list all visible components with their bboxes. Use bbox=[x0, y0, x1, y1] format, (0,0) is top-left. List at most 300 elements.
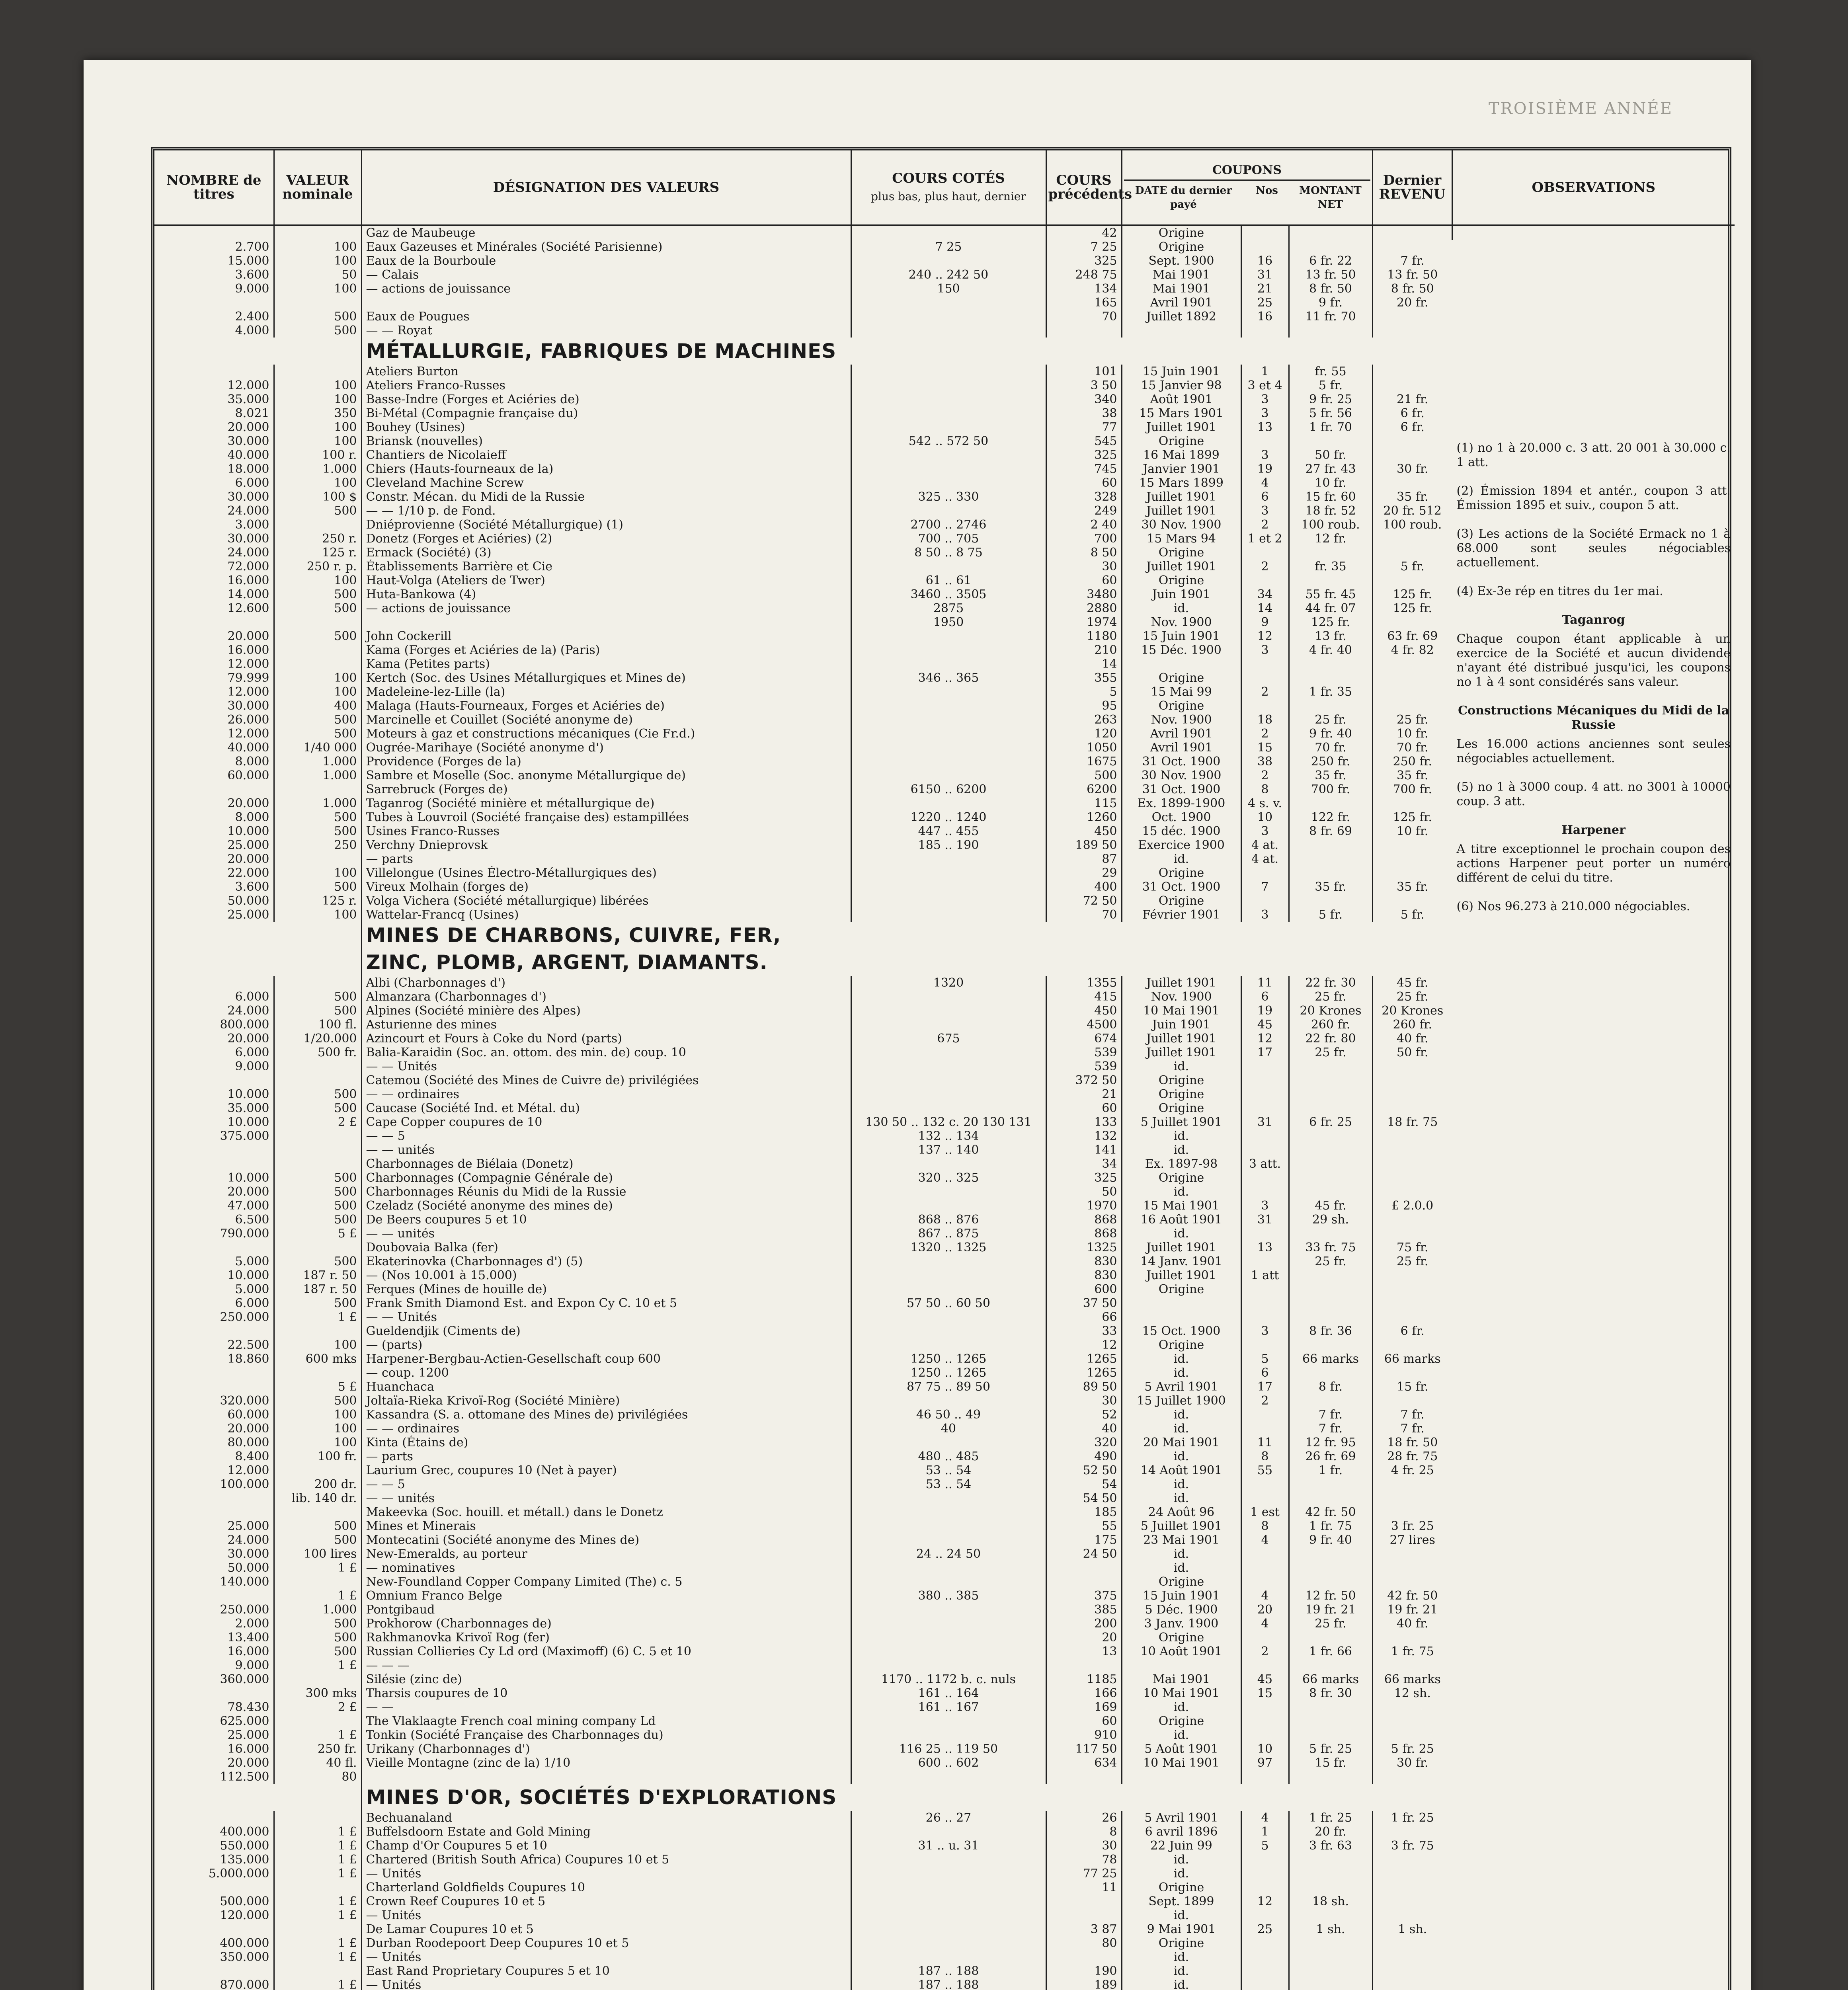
cell-count bbox=[154, 1922, 274, 1936]
observation-text: (4) Ex-3e rép en titres du 1er mai. bbox=[1456, 584, 1663, 598]
cell-cours-precedent bbox=[1046, 1658, 1122, 1672]
cell-designation: Sambre et Moselle (Soc. anonyme Métallurgique de) bbox=[361, 769, 851, 782]
cell-designation: Chartered (British South Africa) Coupures 10 et 5 bbox=[361, 1853, 851, 1867]
cell-coupon-montant: 122 fr. bbox=[1289, 810, 1372, 824]
cell-designation: — parts bbox=[361, 852, 851, 866]
cell-cours-cotes: 130 50 .. 132 c. 20 130 131 bbox=[851, 1115, 1046, 1129]
cell-revenu: 700 fr. bbox=[1393, 782, 1432, 796]
cell-revenu: 18 fr. 50 bbox=[1387, 1436, 1438, 1450]
cell-count: 50.000 bbox=[154, 894, 274, 908]
cell-cours-cotes: 240 .. 242 50 bbox=[851, 268, 1046, 282]
cell-cours-precedent: 830 bbox=[1046, 1254, 1122, 1268]
cell-cours-cotes bbox=[851, 560, 1046, 574]
cell-revenu: 28 fr. 75 bbox=[1387, 1450, 1438, 1463]
cell-revenu: 40 fr. bbox=[1397, 1032, 1428, 1046]
cell-cours-precedent: 12 bbox=[1046, 1338, 1122, 1352]
cell-coupon-no: 12 bbox=[1241, 1032, 1289, 1046]
cell-coupon-no: 8 bbox=[1241, 1519, 1289, 1533]
cell-cours-cotes bbox=[851, 1561, 1046, 1575]
observation-text: A titre exceptionnel le prochain coupon des actions Harpener peut porter un numéro différent de celui du titre. bbox=[1456, 842, 1731, 885]
cell-nominal: 1 £ bbox=[274, 1853, 361, 1867]
cell-revenu bbox=[1372, 615, 1452, 629]
cell-nominal: 350 bbox=[274, 406, 361, 420]
cell-nominal: 100 bbox=[274, 1338, 361, 1352]
cell-coupon-no: 17 bbox=[1241, 1380, 1289, 1394]
cell-coupon-montant bbox=[1289, 699, 1372, 713]
cell-nominal: 500 bbox=[274, 1645, 361, 1658]
cell-nominal: 500 bbox=[274, 880, 361, 894]
cell-coupon-montant bbox=[1289, 1491, 1372, 1505]
cell-designation: Prokhorow (Charbonnages de) bbox=[361, 1617, 851, 1631]
cell-designation: Villelongue (Usines Électro-Métallurgiques des) bbox=[361, 866, 851, 880]
cell-designation: — — Royat bbox=[361, 324, 851, 338]
cell-nominal: 500 bbox=[274, 1087, 361, 1101]
cell-revenu: 5 fr. bbox=[1400, 560, 1425, 574]
cell-revenu bbox=[1372, 1894, 1452, 1908]
cell-cours-precedent: 490 bbox=[1046, 1450, 1122, 1463]
cell-count: 2.700 bbox=[154, 240, 274, 254]
cell-coupon-montant: 7 fr. bbox=[1289, 1422, 1372, 1436]
cell-cours-precedent bbox=[1046, 1894, 1122, 1908]
cell-revenu bbox=[1372, 1658, 1452, 1672]
cell-designation: Kassandra (S. a. ottomane des Mines de) privilégiées bbox=[361, 1408, 851, 1422]
cell-coupon-montant: 7 fr. bbox=[1289, 1408, 1372, 1422]
cell-nominal: 500 bbox=[274, 310, 361, 324]
cell-coupon-no bbox=[1241, 1171, 1289, 1185]
cell-coupon-date: id. bbox=[1122, 1143, 1241, 1157]
cell-coupon-montant: 3 fr. 63 bbox=[1289, 1839, 1372, 1853]
cell-revenu bbox=[1372, 1700, 1452, 1714]
cell-coupon-date: id. bbox=[1122, 1227, 1241, 1241]
cell-coupon-montant bbox=[1289, 1394, 1372, 1408]
cell-nominal: 1 £ bbox=[274, 1658, 361, 1672]
cell-coupon-montant bbox=[1289, 1881, 1372, 1894]
cell-coupon-no bbox=[1241, 1101, 1289, 1115]
cell-cours-precedent: 189 50 bbox=[1046, 838, 1122, 852]
cell-count: 16.000 bbox=[154, 643, 274, 657]
cell-designation: Balia-Karaidin (Soc. an. ottom. des min. de) coup. 10 bbox=[361, 1046, 851, 1059]
cell-cours-precedent: 5 bbox=[1046, 685, 1122, 699]
cell-coupon-montant: 18 sh. bbox=[1289, 1894, 1372, 1908]
cell-count: 5.000.000 bbox=[154, 1867, 274, 1881]
cell-coupon-no bbox=[1241, 1059, 1289, 1073]
cell-cours-precedent: 132 bbox=[1046, 1129, 1122, 1143]
cell-coupon-montant: 4 fr. 40 bbox=[1289, 643, 1372, 657]
cell-coupon-montant bbox=[1289, 671, 1372, 685]
cell-cours-precedent: 910 bbox=[1046, 1728, 1122, 1742]
cell-revenu: 7 fr. bbox=[1400, 254, 1425, 268]
cell-nominal: 100 $ bbox=[274, 490, 361, 504]
cell-cours-cotes: 57 50 .. 60 50 bbox=[851, 1296, 1046, 1310]
header-cours-precedents: COURS précédents bbox=[1046, 150, 1122, 225]
cell-coupon-no: 2 bbox=[1241, 518, 1289, 532]
cell-cours-cotes bbox=[851, 866, 1046, 880]
cell-count: 20.000 bbox=[154, 852, 274, 866]
header-cours-cotes bbox=[851, 150, 1046, 225]
cell-coupon-montant bbox=[1289, 1658, 1372, 1672]
cell-designation: — parts bbox=[361, 1450, 851, 1463]
cell-revenu bbox=[1372, 225, 1452, 240]
cell-designation: Catemou (Société des Mines de Cuivre de) privilégiées bbox=[361, 1073, 851, 1087]
cell-revenu bbox=[1372, 1157, 1452, 1171]
cell-designation: Urikany (Charbonnages d') bbox=[361, 1742, 851, 1756]
cell-coupon-date: Origine bbox=[1122, 699, 1241, 713]
cell-coupon-no: 1 att bbox=[1241, 1268, 1289, 1282]
cell-nominal bbox=[274, 1463, 361, 1477]
cell-revenu: 5 fr. 25 bbox=[1391, 1742, 1434, 1756]
cell-designation: — Unités bbox=[361, 1867, 851, 1881]
cell-coupon-date: 6 avril 1896 bbox=[1122, 1825, 1241, 1839]
cell-coupon-date: 15 Juin 1901 bbox=[1122, 629, 1241, 643]
cell-nominal: 50 bbox=[274, 268, 361, 282]
cell-coupon-date: 3 Janv. 1900 bbox=[1122, 1617, 1241, 1631]
cell-coupon-date: 15 Janvier 98 bbox=[1122, 378, 1241, 392]
cell-revenu bbox=[1372, 1171, 1452, 1185]
cell-coupon-date: 10 Août 1901 bbox=[1122, 1645, 1241, 1658]
cell-coupon-montant bbox=[1289, 1867, 1372, 1881]
cell-coupon-date: id. bbox=[1122, 1547, 1241, 1561]
cell-nominal bbox=[274, 1575, 361, 1589]
cell-cours-cotes: 675 bbox=[851, 1032, 1046, 1046]
cell-designation: Haut-Volga (Ateliers de Twer) bbox=[361, 574, 851, 587]
cell-coupon-no: 3 bbox=[1241, 406, 1289, 420]
cell-cours-cotes bbox=[851, 1867, 1046, 1881]
cell-cours-precedent: 165 bbox=[1046, 296, 1122, 310]
cell-cours-precedent: 2 40 bbox=[1046, 518, 1122, 532]
cell-count: 30.000 bbox=[154, 490, 274, 504]
cell-nominal: 1 £ bbox=[274, 1561, 361, 1575]
cell-revenu: 8 fr. 50 bbox=[1391, 282, 1434, 296]
cell-count: 6.000 bbox=[154, 1296, 274, 1310]
cell-coupon-no bbox=[1241, 1936, 1289, 1950]
cell-cours-cotes bbox=[851, 324, 1046, 338]
cell-designation: Wattelar-Francq (Usines) bbox=[361, 908, 851, 922]
cell-coupon-date: id. bbox=[1122, 1964, 1241, 1978]
cell-revenu: 42 fr. 50 bbox=[1387, 1589, 1438, 1603]
cell-cours-precedent: 54 50 bbox=[1046, 1491, 1122, 1505]
section-title: MINES D'OR, SOCIÉTÉS D'EXPLORATIONS bbox=[366, 1786, 837, 1809]
cell-revenu bbox=[1372, 1101, 1452, 1115]
cell-nominal: 187 r. 50 bbox=[274, 1282, 361, 1296]
cell-coupon-montant bbox=[1289, 1073, 1372, 1087]
cell-cours-cotes bbox=[851, 990, 1046, 1004]
cell-coupon-montant bbox=[1289, 1129, 1372, 1143]
cell-coupon-montant bbox=[1289, 1282, 1372, 1296]
cell-coupon-montant bbox=[1289, 796, 1372, 810]
cell-cours-cotes bbox=[851, 657, 1046, 671]
cell-revenu bbox=[1372, 796, 1452, 810]
cell-coupon-no: 20 bbox=[1241, 1603, 1289, 1617]
cell-coupon-date: Oct. 1900 bbox=[1122, 810, 1241, 824]
cell-designation: — — 1/10 p. de Fond. bbox=[361, 504, 851, 518]
cell-revenu: 27 lires bbox=[1389, 1533, 1435, 1547]
cell-coupon-no: 6 bbox=[1241, 1366, 1289, 1380]
cell-coupon-no bbox=[1241, 1964, 1289, 1978]
cell-count: 550.000 bbox=[154, 1839, 274, 1853]
cell-designation: Taganrog (Société minière et métallurgique de) bbox=[361, 796, 851, 810]
cell-cours-precedent: 375 bbox=[1046, 1589, 1122, 1603]
cell-count bbox=[154, 1964, 274, 1978]
cell-cours-precedent: 42 bbox=[1046, 225, 1122, 240]
cell-cours-cotes: 3460 .. 3505 bbox=[851, 587, 1046, 601]
cell-count: 60.000 bbox=[154, 1408, 274, 1422]
cell-cours-cotes bbox=[851, 1505, 1046, 1519]
cell-designation: Durban Roodepoort Deep Coupures 10 et 5 bbox=[361, 1936, 851, 1950]
cell-cours-cotes bbox=[851, 1157, 1046, 1171]
cell-coupon-no bbox=[1241, 1867, 1289, 1881]
cell-coupon-montant: 9 fr. 40 bbox=[1289, 1533, 1372, 1547]
cell-count: 112.500 bbox=[154, 1770, 274, 1784]
cell-revenu bbox=[1372, 894, 1452, 908]
cell-coupon-no bbox=[1241, 1700, 1289, 1714]
cell-count: 625.000 bbox=[154, 1714, 274, 1728]
cell-coupon-no bbox=[1241, 1881, 1289, 1894]
observation-text: (2) Émission 1894 et antér., coupon 3 att. Émission 1895 et suiv., coupon 5 att. bbox=[1456, 484, 1731, 512]
cell-designation: Eaux Gazeuses et Minérales (Société Parisienne) bbox=[361, 240, 851, 254]
cell-nominal: 500 bbox=[274, 1394, 361, 1408]
cell-designation: — — unités bbox=[361, 1227, 851, 1241]
cell-coupon-montant: 44 fr. 07 bbox=[1289, 601, 1372, 615]
cell-coupon-montant: fr. 55 bbox=[1289, 365, 1372, 378]
cell-coupon-montant bbox=[1289, 1059, 1372, 1073]
cell-designation: Eaux de Pougues bbox=[361, 310, 851, 324]
cell-coupon-date: Juin 1901 bbox=[1122, 587, 1241, 601]
cell-cours-cotes: 40 bbox=[851, 1422, 1046, 1436]
cell-count: 24.000 bbox=[154, 1533, 274, 1547]
cell-revenu: 1 sh. bbox=[1398, 1922, 1427, 1936]
cell-nominal: 100 bbox=[274, 574, 361, 587]
cell-designation: New-Foundland Copper Company Limited (The) c. 5 bbox=[361, 1575, 851, 1589]
cell-coupon-date: id. bbox=[1122, 1700, 1241, 1714]
cell-cours-precedent: 249 bbox=[1046, 504, 1122, 518]
cell-coupon-montant: 8 fr. 50 bbox=[1289, 282, 1372, 296]
cell-cours-cotes bbox=[851, 1059, 1046, 1073]
cell-coupon-date: Mai 1901 bbox=[1122, 268, 1241, 282]
cell-revenu: 15 fr. bbox=[1397, 1380, 1428, 1394]
cell-cours-precedent: 70 bbox=[1046, 908, 1122, 922]
header-coupons-label: COUPONS bbox=[1124, 163, 1370, 181]
cell-count: 6.000 bbox=[154, 990, 274, 1004]
cell-revenu: 1 fr. 25 bbox=[1391, 1811, 1434, 1825]
cell-cours-precedent: 133 bbox=[1046, 1115, 1122, 1129]
cell-count: 135.000 bbox=[154, 1853, 274, 1867]
cell-coupon-montant bbox=[1289, 1908, 1372, 1922]
cell-count: 40.000 bbox=[154, 448, 274, 462]
cell-designation: Charbonnages Réunis du Midi de la Russie bbox=[361, 1185, 851, 1199]
cell-cours-cotes bbox=[851, 713, 1046, 727]
cell-revenu bbox=[1372, 685, 1452, 699]
cell-nominal: 250 r. bbox=[274, 532, 361, 546]
cell-coupon-date: Origine bbox=[1122, 1073, 1241, 1087]
cell-coupon-montant bbox=[1289, 1296, 1372, 1310]
cell-revenu: 25 fr. bbox=[1397, 713, 1428, 727]
cell-coupon-date: id. bbox=[1122, 1408, 1241, 1422]
cell-nominal: 500 bbox=[274, 504, 361, 518]
cell-count: 9.000 bbox=[154, 1658, 274, 1672]
cell-coupon-no: 2 bbox=[1241, 1645, 1289, 1658]
cell-designation: Marcinelle et Couillet (Société anonyme de) bbox=[361, 713, 851, 727]
cell-designation: Mines et Minerais bbox=[361, 1519, 851, 1533]
cell-revenu: 125 fr. bbox=[1393, 587, 1432, 601]
cell-coupon-date: Origine bbox=[1122, 1936, 1241, 1950]
cell-coupon-no: 17 bbox=[1241, 1046, 1289, 1059]
cell-revenu bbox=[1372, 1338, 1452, 1352]
observation-text: (3) Les actions de la Société Ermack no 1 à 68.000 sont seules négociables actuellement. bbox=[1456, 527, 1731, 570]
cell-designation bbox=[361, 1770, 851, 1784]
cell-coupon-no bbox=[1241, 1561, 1289, 1575]
cell-coupon-date: 31 Oct. 1900 bbox=[1122, 782, 1241, 796]
cell-designation: — Unités bbox=[361, 1978, 851, 1990]
cell-coupon-no: 2 bbox=[1241, 1394, 1289, 1408]
cell-coupon-montant: 11 fr. 70 bbox=[1289, 310, 1372, 324]
cell-coupon-date bbox=[1122, 1296, 1241, 1310]
cell-cours-precedent: 385 bbox=[1046, 1603, 1122, 1617]
cell-coupon-date: id. bbox=[1122, 852, 1241, 866]
cell-designation: Cape Copper coupures de 10 bbox=[361, 1115, 851, 1129]
cell-nominal: 100 bbox=[274, 476, 361, 490]
cell-revenu bbox=[1372, 1268, 1452, 1282]
cell-cours-precedent: 340 bbox=[1046, 392, 1122, 406]
cell-nominal: 100 fr. bbox=[274, 1450, 361, 1463]
cell-revenu bbox=[1372, 1575, 1452, 1589]
cell-revenu bbox=[1372, 852, 1452, 866]
cell-coupon-date: 31 Oct. 1900 bbox=[1122, 755, 1241, 769]
cell-count bbox=[154, 1881, 274, 1894]
cell-coupon-montant: 35 fr. bbox=[1289, 880, 1372, 894]
cell-count: 500.000 bbox=[154, 1894, 274, 1908]
cell-nominal bbox=[274, 976, 361, 990]
cell-cours-cotes bbox=[851, 755, 1046, 769]
cell-coupon-no: 45 bbox=[1241, 1018, 1289, 1032]
cell-coupon-date: Origine bbox=[1122, 1282, 1241, 1296]
cell-cours-cotes: 150 bbox=[851, 282, 1046, 296]
cell-count bbox=[154, 1324, 274, 1338]
cell-revenu: 12 sh. bbox=[1394, 1686, 1431, 1700]
cell-designation: — actions de jouissance bbox=[361, 282, 851, 296]
cell-cours-cotes bbox=[851, 1617, 1046, 1631]
cell-revenu: 125 fr. bbox=[1393, 810, 1432, 824]
cell-revenu: 45 fr. bbox=[1397, 976, 1428, 990]
cell-cours-precedent bbox=[1046, 1575, 1122, 1589]
cell-coupon-no: 4 at. bbox=[1241, 852, 1289, 866]
cell-coupon-montant: 8 fr. 69 bbox=[1289, 824, 1372, 838]
cell-cours-cotes bbox=[851, 880, 1046, 894]
cell-coupon-date: id. bbox=[1122, 1352, 1241, 1366]
cell-count: 400.000 bbox=[154, 1936, 274, 1950]
cell-coupon-date: Février 1901 bbox=[1122, 908, 1241, 922]
cell-designation: Pontgibaud bbox=[361, 1603, 851, 1617]
cell-revenu: 70 fr. bbox=[1397, 741, 1428, 755]
cell-count bbox=[154, 1157, 274, 1171]
cell-cours-precedent: 8 50 bbox=[1046, 546, 1122, 560]
cell-cours-cotes: 867 .. 875 bbox=[851, 1227, 1046, 1241]
cell-coupon-date: Juillet 1901 bbox=[1122, 490, 1241, 504]
cell-designation: Chiers (Hauts-fourneaux de la) bbox=[361, 462, 851, 476]
cell-cours-cotes bbox=[851, 462, 1046, 476]
cell-revenu bbox=[1372, 1073, 1452, 1087]
cell-count: 50.000 bbox=[154, 1561, 274, 1575]
cell-coupon-date: Juillet 1901 bbox=[1122, 560, 1241, 574]
cell-coupon-date bbox=[1122, 1770, 1241, 1784]
cell-revenu bbox=[1372, 574, 1452, 587]
observation-note bbox=[1457, 527, 1731, 570]
cell-coupon-no: 45 bbox=[1241, 1672, 1289, 1686]
cell-coupon-date: Origine bbox=[1122, 1631, 1241, 1645]
cell-revenu bbox=[1372, 1477, 1452, 1491]
cell-count: 360.000 bbox=[154, 1672, 274, 1686]
cell-coupon-date: 10 Mai 1901 bbox=[1122, 1686, 1241, 1700]
cell-nominal: 250 fr. bbox=[274, 1742, 361, 1756]
cell-nominal: 500 fr. bbox=[274, 1046, 361, 1059]
cell-cours-cotes: 868 .. 876 bbox=[851, 1213, 1046, 1227]
cell-cours-cotes bbox=[851, 1185, 1046, 1199]
cell-count: 20.000 bbox=[154, 1032, 274, 1046]
cell-coupon-montant bbox=[1289, 1087, 1372, 1101]
cell-coupon-date: id. bbox=[1122, 601, 1241, 615]
cell-cours-precedent: 263 bbox=[1046, 713, 1122, 727]
cell-revenu: 25 fr. bbox=[1397, 1254, 1428, 1268]
cell-cours-precedent: 320 bbox=[1046, 1436, 1122, 1450]
table-header-row bbox=[154, 150, 1735, 225]
cell-nominal: 5 £ bbox=[274, 1380, 361, 1394]
cell-coupon-montant bbox=[1289, 1477, 1372, 1491]
cell-count: 120.000 bbox=[154, 1908, 274, 1922]
cell-coupon-no bbox=[1241, 1950, 1289, 1964]
cell-count: 10.000 bbox=[154, 1087, 274, 1101]
cell-coupon-date: Avril 1901 bbox=[1122, 741, 1241, 755]
cell-coupon-date: 15 Mars 94 bbox=[1122, 532, 1241, 546]
cell-revenu: 4 fr. 25 bbox=[1391, 1463, 1434, 1477]
cell-count: 12.000 bbox=[154, 727, 274, 741]
cell-revenu: 5 fr. bbox=[1400, 908, 1425, 922]
header-nombre: NOMBRE de titres bbox=[154, 150, 274, 225]
cell-designation: Vieille Montagne (zinc de la) 1/10 bbox=[361, 1756, 851, 1770]
cell-coupon-no: 19 bbox=[1241, 1004, 1289, 1018]
cell-coupon-date: 16 Mai 1899 bbox=[1122, 448, 1241, 462]
cell-revenu bbox=[1372, 1185, 1452, 1199]
cell-coupon-montant: 25 fr. bbox=[1289, 1046, 1372, 1059]
cell-designation: Vireux Molhain (forges de) bbox=[361, 880, 851, 894]
cell-coupon-no: 55 bbox=[1241, 1463, 1289, 1477]
cell-nominal: 1.000 bbox=[274, 769, 361, 782]
section-spacer bbox=[154, 922, 361, 949]
cell-cours-precedent: 80 bbox=[1046, 1936, 1122, 1950]
cell-coupon-no: 11 bbox=[1241, 976, 1289, 990]
cell-designation: — — 5 bbox=[361, 1477, 851, 1491]
cell-coupon-no bbox=[1241, 546, 1289, 560]
cell-revenu bbox=[1372, 448, 1452, 462]
cell-designation: Ateliers Franco-Russes bbox=[361, 378, 851, 392]
cell-cours-precedent bbox=[1046, 1561, 1122, 1575]
cell-cours-cotes: 87 75 .. 89 50 bbox=[851, 1380, 1046, 1394]
cell-cours-precedent: 450 bbox=[1046, 1004, 1122, 1018]
cell-nominal: 1 £ bbox=[274, 1728, 361, 1742]
cell-coupon-no: 4 bbox=[1241, 1589, 1289, 1603]
cell-cours-cotes bbox=[851, 699, 1046, 713]
cell-count: 5.000 bbox=[154, 1254, 274, 1268]
cell-cours-cotes bbox=[851, 1922, 1046, 1936]
cell-coupon-montant: 35 fr. bbox=[1289, 769, 1372, 782]
cell-coupon-montant bbox=[1289, 1978, 1372, 1990]
cell-count bbox=[154, 1505, 274, 1519]
cell-coupon-montant: 125 fr. bbox=[1289, 615, 1372, 629]
cell-cours-precedent: 190 bbox=[1046, 1964, 1122, 1978]
cell-cours-precedent: 13 bbox=[1046, 1645, 1122, 1658]
section-title: ZINC, PLOMB, ARGENT, DIAMANTS. bbox=[366, 951, 768, 974]
cell-cours-cotes bbox=[851, 378, 1046, 392]
cell-cours-cotes bbox=[851, 1338, 1046, 1352]
cell-cours-precedent: 175 bbox=[1046, 1533, 1122, 1547]
